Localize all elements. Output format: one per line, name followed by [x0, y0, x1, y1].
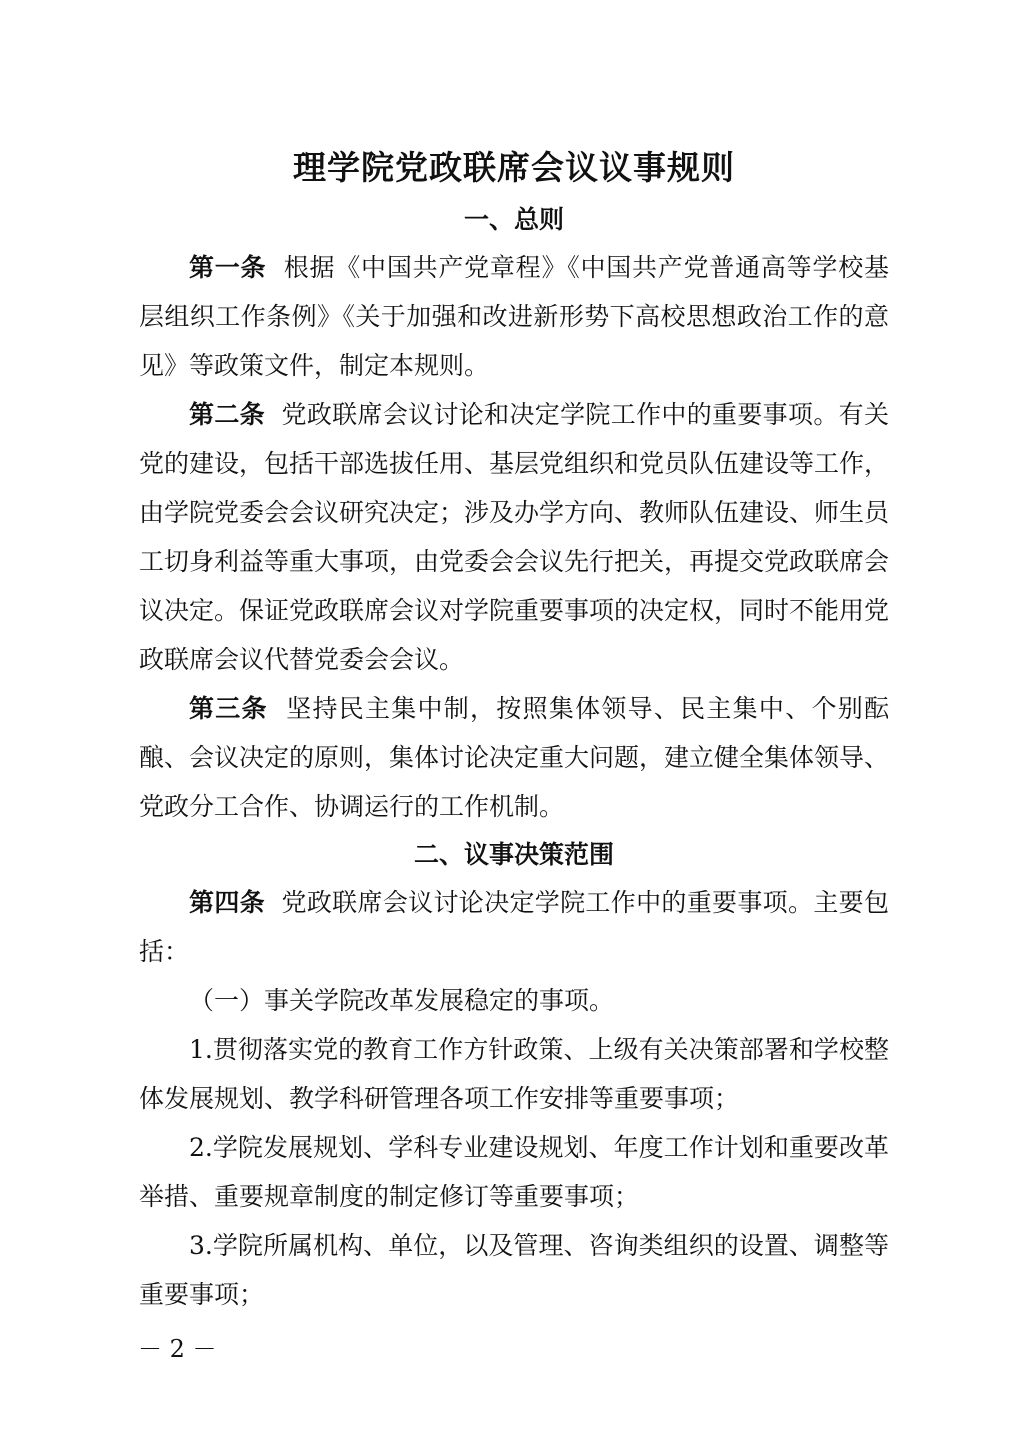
article-label: 第四条 [189, 888, 265, 917]
section-heading: 二、议事决策范围 [413, 840, 614, 869]
list-item: 3.学院所属机构、单位，以及管理、咨询类组织的设置、调整等重要事项； [139, 1231, 889, 1309]
article-paragraph [139, 390, 889, 684]
article-text: 坚持民主集中制，按照集体领导、民主集中、个别酝酿、会议决定的原则，集体讨论决定重大问题，建立健全集体领导、党政分工合作、协调运行的工作机制。 [139, 694, 890, 821]
list-item: 1.贯彻落实党的教育工作方针政策、上级有关决策部署和学校整体发展规划、教学科研管理各项工作安排等重要事项； [139, 1035, 889, 1113]
article-label: 第三条 [189, 694, 268, 723]
article-paragraph [139, 243, 889, 390]
article-text: 党政联席会议讨论决定学院工作中的重要事项。主要包括： [139, 888, 889, 966]
page-number: － 2 － [138, 1335, 217, 1363]
article-text: 根据《中国共产党章程》《中国共产党普通高等学校基层组织工作条例》《关于加强和改进新形势下高校思想政治工作的意见》等政策文件，制定本规则。 [139, 253, 889, 380]
subsection-heading: （一）事关学院改革发展稳定的事项。 [189, 986, 615, 1015]
article-label: 第二条 [189, 400, 265, 429]
article-paragraph [139, 684, 889, 831]
document-body [139, 140, 889, 1319]
section-heading: 一、总则 [463, 205, 564, 234]
article-paragraph [139, 878, 889, 976]
document-title: 理学院党政联席会议议事规则 [293, 148, 735, 187]
article-label: 第一条 [189, 253, 267, 282]
article-text: 党政联席会议讨论和决定学院工作中的重要事项。有关党的建设，包括干部选拔任用、基层党组织和党员队伍建设等工作，由学院党委会会议研究决定；涉及办学方向、教师队伍建设、师生员工切身利益等重大事项，由党委会会议先行把关，再提交党政联席会议决定。保证党政联席会议对学院重要事项的决定权，同时不能用党政联席会议代替党委会会议。 [139, 400, 890, 674]
list-item: 2.学院发展规划、学科专业建设规划、年度工作计划和重要改革举措、重要规章制度的制定修订等重要事项； [139, 1133, 889, 1211]
